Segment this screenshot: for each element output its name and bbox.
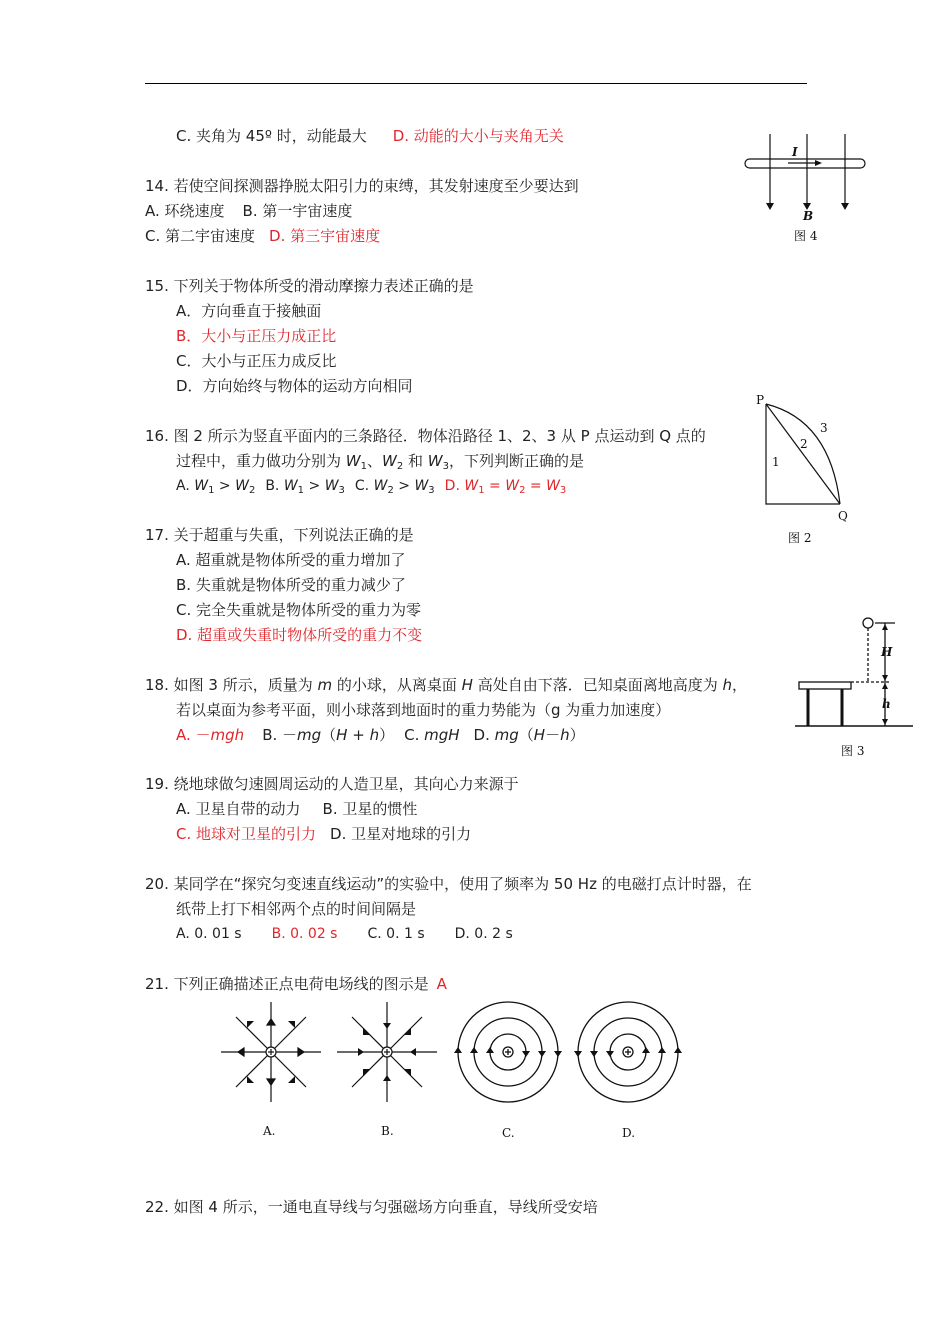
q14-options-row1 [145, 201, 352, 221]
figure-3-caption: 图 3 [841, 744, 865, 758]
point-q-label: Q [838, 509, 848, 523]
q15-option-c: C．大小与正压力成反比 [176, 352, 337, 370]
q20-stem-line2: 纸带上打下相邻两个点的时间间隔是 [176, 900, 417, 918]
q20-option-a: A. 0. 01 s [176, 926, 242, 942]
q16-option-c: C. $W_2 > W_3$ [354, 478, 435, 496]
figure-4-caption: 图 4 [794, 229, 818, 243]
q16-option-b: B. $W_1 > W_3$ [265, 478, 345, 496]
figure-d-concentric [574, 1002, 682, 1102]
q15-option-a: A．方向垂直于接触面 [176, 302, 322, 320]
q18-stem-line1: 18. 如图 3 所示，质量为 m 的小球，从离桌面 H 高处自由下落．已知桌面离地高度为 h， [145, 676, 748, 694]
q19-option-c-answer: C. 地球对卫星的引力 [176, 825, 317, 843]
q17-option-d-answer: D. 超重或失重时物体所受的重力不变 [176, 626, 423, 644]
separator: 和 [403, 452, 428, 470]
q18-option-c: C. mgH [404, 726, 460, 744]
path-3-label: 3 [820, 421, 828, 435]
q13-options [176, 126, 564, 146]
q15-stem: 15. 下列关于物体所受的滑动摩擦力表述正确的是 [145, 277, 474, 295]
figure-label-b: B. [381, 1124, 394, 1138]
path-1-label: 1 [772, 455, 780, 469]
subscript: 2 [396, 461, 404, 472]
q21-answer: A [436, 975, 447, 993]
q17-option-c: C. 完全失重就是物体所受的重力为零 [176, 601, 422, 619]
height-H-label: H [881, 645, 893, 659]
figure-c-concentric [454, 1002, 562, 1102]
q19-options-row2 [176, 824, 471, 844]
q21-field-line-figures [215, 995, 705, 1145]
q16-options [176, 476, 566, 501]
q18-option-a-answer: A. －mgh [176, 726, 245, 744]
figure-label-a: A. [263, 1124, 276, 1138]
q20-stem-line1: 20. 某同学在“探究匀变速直线运动”的实验中，使用了频率为 50 Hz 的电磁打点计时器，在 [145, 875, 752, 893]
height-h-label: h [882, 697, 891, 711]
q20-option-d: D. 0. 2 s [454, 926, 513, 942]
q13-option-d-answer: D. 动能的大小与夹角无关 [392, 127, 564, 145]
subscript: 1 [360, 461, 367, 472]
q19-option-a: A. 卫星自带的动力 [176, 800, 301, 818]
subscript: 3 [442, 461, 449, 472]
q15-option-d: D．方向始终与物体的运动方向相同 [176, 377, 413, 395]
figure-b-inward-radial [337, 1002, 437, 1102]
q17-option-b: B. 失重就是物体所受的重力减少了 [176, 576, 406, 594]
q19-stem: 19. 绕地球做匀速圆周运动的人造卫星，其向心力来源于 [145, 775, 519, 793]
field-label: B [803, 209, 814, 223]
q16-option-a: A. $W_1 > W_2$ [176, 478, 256, 496]
header-rule [145, 83, 807, 84]
q16-option-d-answer: D. $W_1 = W_2 = W_3$ [444, 478, 567, 496]
w-symbol: W [382, 452, 397, 470]
q20-options [176, 924, 513, 944]
path-2-label: 2 [800, 437, 808, 451]
w-symbol: W [345, 452, 361, 470]
q14-option-d-answer: D. 第三宇宙速度 [269, 227, 381, 245]
q21-stem: 21. 下列正确描述正点电荷电场线的图示是 [145, 975, 429, 993]
q14-option-a: A. 环绕速度 [145, 202, 225, 220]
q20-option-c: C. 0. 1 s [367, 926, 425, 942]
q17-stem: 17. 关于超重与失重，下列说法正确的是 [145, 526, 414, 544]
figure-4 [740, 130, 870, 245]
q22-stem: 22. 如图 4 所示，一通电直导线与匀强磁场方向垂直，导线所受安培 [145, 1198, 598, 1216]
q14-option-c: C. 第二宇宙速度 [145, 227, 256, 245]
q14-options-row2 [145, 226, 380, 246]
q19-option-b: B. 卫星的惯性 [322, 800, 418, 818]
q20-option-b-answer: B. 0. 02 s [271, 926, 338, 942]
q18-option-b: B. －mg（H + h） [262, 726, 395, 744]
separator: 、 [367, 452, 383, 470]
figure-label-d: D. [622, 1126, 636, 1140]
q16-stem-line2 [176, 451, 584, 477]
current-label: I [792, 145, 798, 159]
figure-2-caption: 图 2 [788, 531, 812, 545]
q21-stem-line [145, 974, 447, 994]
figure-a-outward-radial [221, 1002, 321, 1102]
figure-2 [750, 390, 860, 550]
q16-stem-text: ，下列判断正确的是 [449, 452, 585, 470]
q18-options [176, 725, 585, 745]
q14-stem: 14. 若使空间探测器挣脱太阳引力的束缚，其发射速度至少要达到 [145, 177, 579, 195]
figure-3 [795, 612, 915, 762]
q18-option-d: D. mg（H－h） [473, 726, 585, 744]
q15-option-b-answer: B．大小与正压力成正比 [176, 327, 337, 345]
w-symbol: W [427, 452, 443, 470]
q17-option-a: A. 超重就是物体所受的重力增加了 [176, 551, 406, 569]
q18-stem-line2: 若以桌面为参考平面，则小球落到地面时的重力势能为（g 为重力加速度） [176, 701, 671, 719]
point-p-label: P [756, 393, 765, 407]
figure-label-c: C. [502, 1126, 515, 1140]
q16-stem-line1: 16. 图 2 所示为竖直平面内的三条路径．物体沿路径 1、2、3 从 P 点运动到 Q 点的 [145, 427, 706, 445]
q16-stem-text: 过程中，重力做功分别为 [176, 452, 346, 470]
q14-option-b: B. 第一宇宙速度 [242, 202, 353, 220]
q19-options-row1 [176, 799, 417, 819]
q19-option-d: D. 卫星对地球的引力 [330, 825, 472, 843]
q13-option-c: C. 夹角为 45º 时，动能最大 [176, 127, 367, 145]
